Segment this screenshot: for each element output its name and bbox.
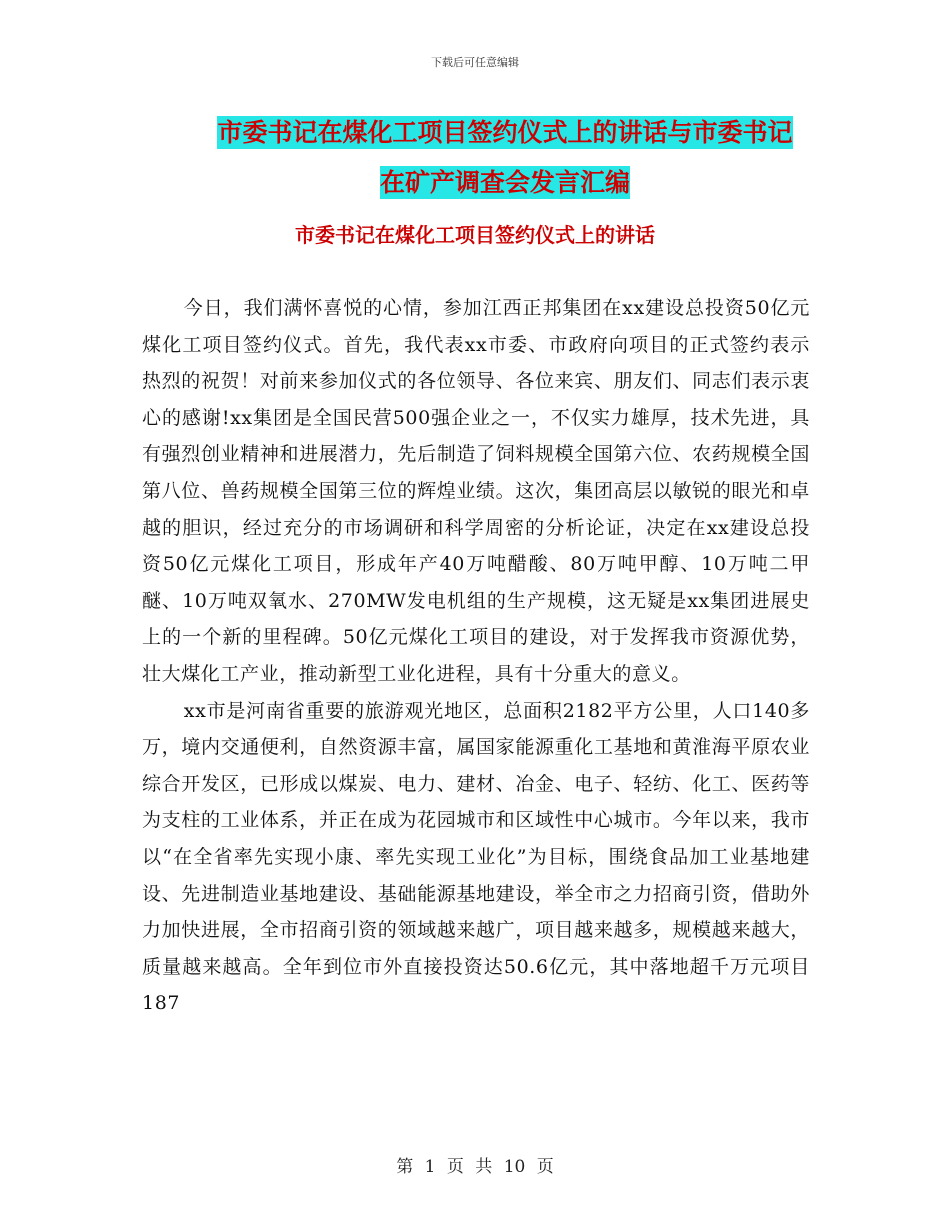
page-number-footer: 第 1 页 共 10 页 <box>396 1157 554 1177</box>
page-header-note: 下载后可任意编辑 <box>431 56 519 69</box>
document-title-line2: 在矿产调查会发言汇编 <box>379 168 630 197</box>
body-paragraph-2: xx市是河南省重要的旅游观光地区，总面积2182平方公里，人口140多万，境内交通便利，自然资源丰富，属国家能源重化工基地和黄淮海平原农业综合开发区，已形成以煤炭、电力、建材、冶金、电子、轻纺、化工、医药等为支柱的工业体系，并正在成为花园城市和区域性中心城市。今年以来，我市以“在全省率先实现小康、率先实现工业化”为目标，围绕食品加工业基地建设、先进制造业基地建设、基础能源基地建设，举全市之力招商引资，借助外力加快进展，全市招商引资的领域越来越广，项目越来越多，规模越来越大，质量越来越高。全年到位市外直接投资达50.6亿元，其中落地超千万元项目187 <box>142 699 810 1015</box>
body-paragraph-1: 今日，我们满怀喜悦的心情，参加江西正邦集团在xx建设总投资50亿元煤化工项目签约仪式。首先，我代表xx市委、市政府向项目的正式签约表示热烈的祝贺！对前来参加仪式的各位领导、各位来宾、朋友们、同志们表示衷心的感谢!xx集团是全国民营500强企业之一，不仅实力雄厚，技术先进，具有强烈创业精神和进展潜力，先后制造了饲料规模全国第六位、农药规模全国第八位、兽药规模全国第三位的辉煌业绩。这次，集团高层以敏锐的眼光和卓越的胆识，经过充分的市场调研和科学周密的分析论证，决定在xx建设总投资50亿元煤化工项目，形成年产40万吨醋酸、80万吨甲醇、10万吨二甲醚、10万吨双氧水、270MW发电机组的生产规模，这无疑是xx集团进展史上的一个新的里程碑。50亿元煤化工项目的建设，对于发挥我市资源优势，壮大煤化工产业，推动新型工业化进程，具有十分重大的意义。 <box>142 297 810 685</box>
document-body <box>142 290 810 1022</box>
section-title: 市委书记在煤化工项目签约仪式上的讲话 <box>295 223 655 247</box>
document-title <box>150 108 860 208</box>
document-title-line1: 市委书记在煤化工项目签约仪式上的讲话与市委书记 <box>217 118 793 147</box>
